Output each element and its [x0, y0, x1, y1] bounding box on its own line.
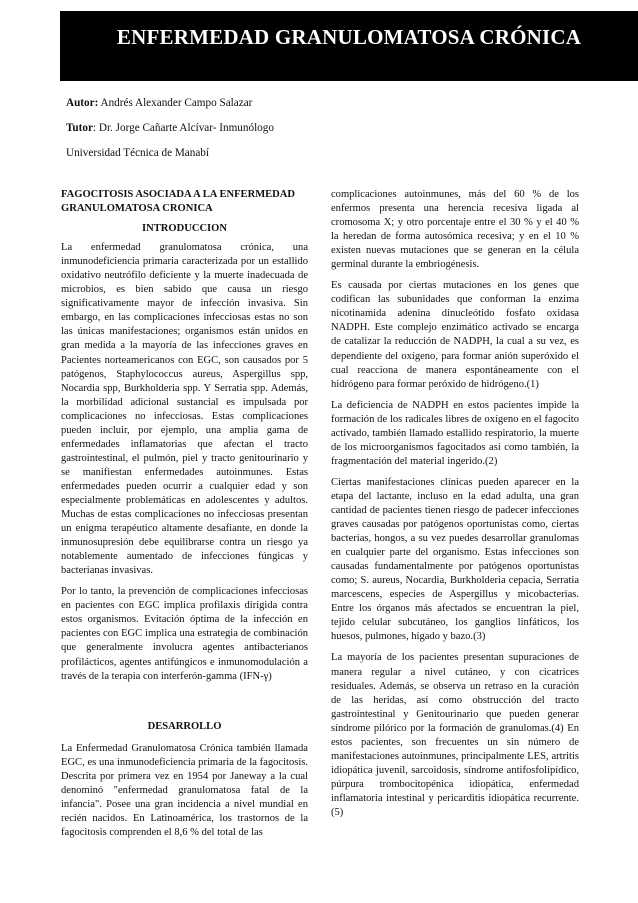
author-label: Autor: — [66, 97, 99, 109]
right-paragraph-2: Es causada por ciertas mutaciones en los genes que codifican las subunidades que conforman la enzima nicotinamida adenina dinucleótido fosfato oxidasa NADPH. Este complejo enzimático activado se encarga de catalizar la reducción de NADPH, la cual a su vez, es dependiente del oxígeno, para formar anión superóxido el cual reacciona de manera espontáneamente con el hidrógeno para formar peróxido de hidrógeno.(1) — [331, 280, 579, 390]
title-banner — [60, 11, 638, 81]
intro-heading: INTRODUCCION — [142, 223, 227, 235]
university-line — [66, 146, 209, 160]
page-title: ENFERMEDAD GRANULOMATOSA CRÓNICA — [116, 25, 582, 49]
intro-paragraph-2: Por lo tanto, la prevención de complicaciones infecciosas en pacientes con EGC implica profilaxis dirigida contra estos organismos. Evitación óptima de la infección en pacientes con EGC implica una estrategia de combinación que generalmente involucra agentes antibacterianos profilácticos, agentes antifúngicos e inmunomodulación a través de la terapia con interferón-gamma (IFN-γ) — [61, 586, 308, 682]
left-column — [61, 188, 308, 840]
right-paragraph-1: complicaciones autoinmunes, más del 60 % de los enfermos presenta una herencia recesiva ligada al cromosoma X; y otro porcentaje entre el 30 % y el 40 % la heredan de forma autosómica recesiva; y en el 10 % existen nuevas mutaciones que se generan en la célula germinal durante la embriogénesis. — [331, 189, 579, 271]
author-name: Andrés Alexander Campo Salazar — [100, 97, 253, 109]
tutor-label: Tutor — [66, 122, 93, 134]
section-title: FAGOCITOSIS ASOCIADA A LA ENFERMEDAD GRANULOMATOSA CRONICA — [61, 189, 296, 215]
development-heading: DESARROLLO — [147, 720, 222, 732]
university-name: Universidad Técnica de Manabí — [66, 147, 210, 159]
author-line — [66, 96, 252, 110]
intro-paragraph-1: La enfermedad granulomatosa crónica, una inmunodeficiencia primaria caracterizada por un estallido oxidativo neutrófilo deficiente y la muerte inadecuada de microbios, es bien sabido que causa un riesgo significativamente mayor de infección invasiva. Sin embargo, en las complicaciones infecciosas estas no son las únicas manifestaciones; organismos están unidos en gran medida a la mayoría de las infecciones graves en Pacientes norteamericanos con EGC, son causados por 5 patógenos, Staphylococcus aureus, Aspergillus spp, Nocardia spp, Burkholderia spp. Y Serratia spp. Además, la morbilidad adicional sustancial es impulsada por complicaciones no infecciosas. Estas complicaciones pueden incluir, por ejemplo, una amplia gama de enfermedades inflamatorias que afectan el tracto gastrointestinal, el pulmón, piel y tracto genitourinario y se manifiestan enfermedades autoinmunes. Estas enfermedades pueden ocurrir a cualquier edad y son especialmente problemáticas en adolescentes y adultos. Muchas de estas complicaciones no infecciosas presentan un enigma terapéutico altamente desafiante, en donde la inmunosupresión debe equilibrarse contra un riesgo ya notablemente aumentado de infecciones fúngicas y bacterianas invasivas. — [61, 242, 308, 577]
right-paragraph-4: Ciertas manifestaciones clínicas pueden aparecer en la etapa del lactante, incluso en la edad adulta, una gran cantidad de pacientes tienen riesgo de padecer infecciones graves causadas por patógenos oportunistas como, ciertas bacterias, hongos, a su vez puedes desarrollar granulomas en cualquier parte del organismo. Estas infecciones son causadas fundamentalmente por patógenos oportunistas como; S. aureus, Nocardia, Burkholderia cepacia, Serratia marcescens, especies de Aspergillus y micobacterias. Entre los órganos más afectados se encuentran la piel, tejido celular subcutáneo, los ganglios linfáticos, los huesos, pulmones, hígado y bazo.(3) — [331, 476, 579, 643]
development-paragraph-1: La Enfermedad Granulomatosa Crónica también llamada EGC, es una inmunodeficiencia primaria de la fagocitosis. Descrita por primera vez en 1954 por Janeway a la cual denominó "enfermedad granulomatosa fatal de la infancia". Posee una gran incidencia a nivel mundial en recién nacidos. En Latinoamérica, los trastornos de la fagocitosis comprenden el 8,6 % del total de las — [61, 742, 308, 838]
right-paragraph-3: La deficiencia de NADPH en estos pacientes impide la formación de los radicales libres de oxígeno en el fagocito activado, también llamado estallido respiratorio, la muerte de los microorganismos fagocitados así como también, la fragmentación del material ingerido.(2) — [331, 399, 579, 467]
right-paragraph-5: La mayoría de los pacientes presentan supuraciones de manera regular a nivel cutáneo, y con cicatrices residuales. Además, se observa un retraso en la curación de las heridas, así como obstrucción del tracto gastrointestinal y Genitourinario que pueden generar síndrome pilórico por la formación de granulomas.(4) En estos pacientes, son frecuentes un sin número de manifestaciones autoinmunes, principalmente LES, artritis idiopática juvenil, sarcoidosis, síndrome antifosfolipídico, púrpura trombocitopénica idiopática, enfermedad inflamatoria intestinal y pericarditis idiopática recurrente.(5) — [331, 652, 579, 818]
tutor-line — [66, 121, 274, 135]
right-column — [331, 188, 579, 820]
tutor-name: : Dr. Jorge Cañarte Alcívar- Inmunólogo — [92, 122, 274, 134]
